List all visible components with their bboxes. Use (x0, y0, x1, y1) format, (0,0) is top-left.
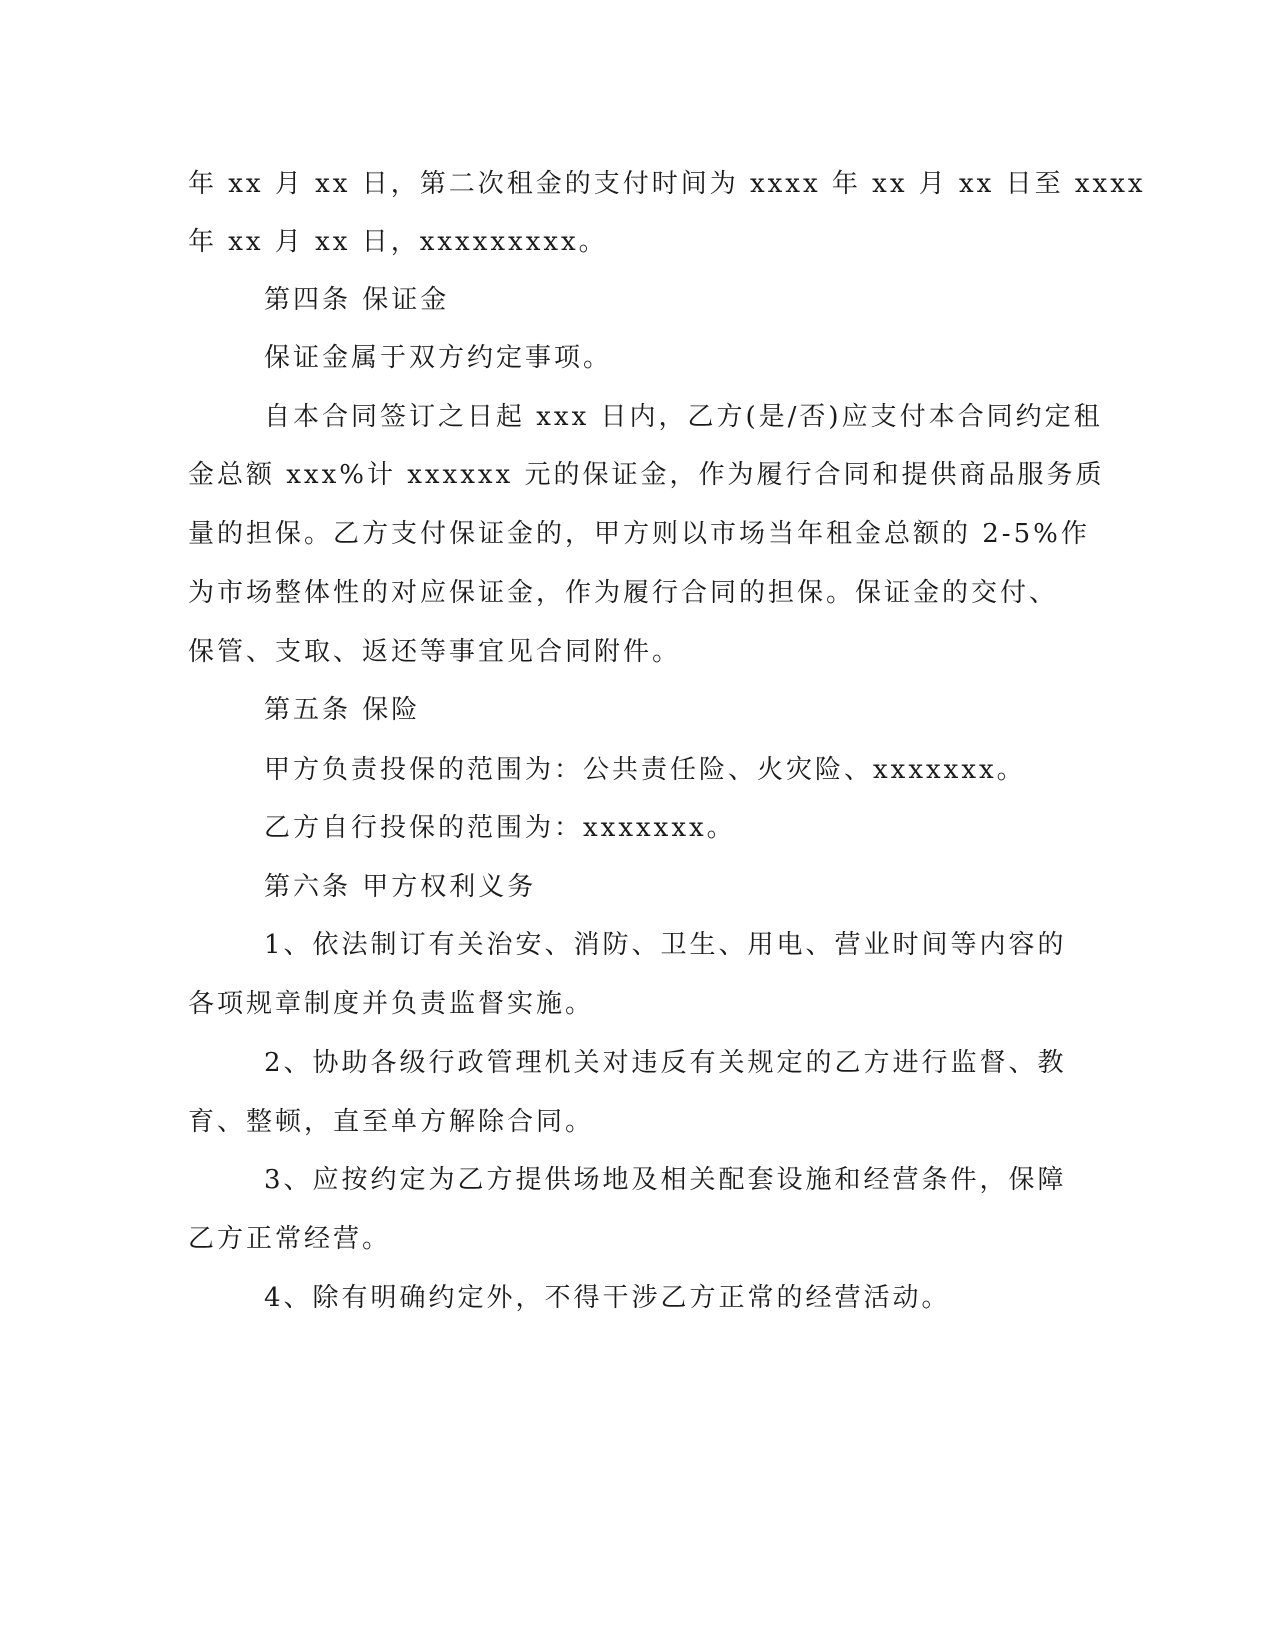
list-item-line: 乙方正常经营。 (188, 1224, 392, 1254)
list-item-line: 育、整顿，直至单方解除合同。 (188, 1107, 595, 1137)
list-item-line: 3、应按约定为乙方提供场地及相关配套设施和经营条件，保障 (264, 1165, 1067, 1195)
paragraph-line: 金总额 xxx%计 xxxxxx 元的保证金，作为履行合同和提供商品服务质 (188, 460, 1105, 490)
paragraph-line: 甲方负责投保的范围为：公共责任险、火灾险、xxxxxxx。 (264, 755, 1026, 785)
list-item-line: 4、除有明确约定外，不得干涉乙方正常的经营活动。 (264, 1283, 951, 1313)
paragraph-line: 乙方自行投保的范围为：xxxxxxx。 (264, 813, 736, 843)
section-heading: 第六条 甲方权利义务 (264, 872, 537, 902)
text-line: 年 xx 月 xx 日，第二次租金的支付时间为 xxxx 年 xx 月 xx 日至 xxxx (188, 169, 1146, 199)
section-heading: 第五条 保险 (264, 695, 421, 725)
list-item-line: 各项规章制度并负责监督实施。 (188, 989, 595, 1019)
paragraph-line: 保证金属于双方约定事项。 (264, 343, 613, 373)
paragraph-line: 量的担保。乙方支付保证金的，甲方则以市场当年租金总额的 2-5%作 (188, 519, 1090, 549)
list-item-line: 1、依法制订有关治安、消防、卫生、用电、营业时间等内容的 (264, 930, 1067, 960)
section-heading: 第四条 保证金 (264, 285, 450, 315)
list-item-line: 2、协助各级行政管理机关对违反有关规定的乙方进行监督、教 (264, 1048, 1067, 1078)
paragraph-line: 自本合同签订之日起 xxx 日内，乙方(是/否)应支付本合同约定租 (264, 402, 1103, 432)
paragraph-line: 为市场整体性的对应保证金，作为履行合同的担保。保证金的交付、 (188, 578, 1059, 608)
text-line: 年 xx 月 xx 日，xxxxxxxxx。 (188, 227, 608, 257)
paragraph-line: 保管、支取、返还等事宜见合同附件。 (188, 637, 682, 667)
